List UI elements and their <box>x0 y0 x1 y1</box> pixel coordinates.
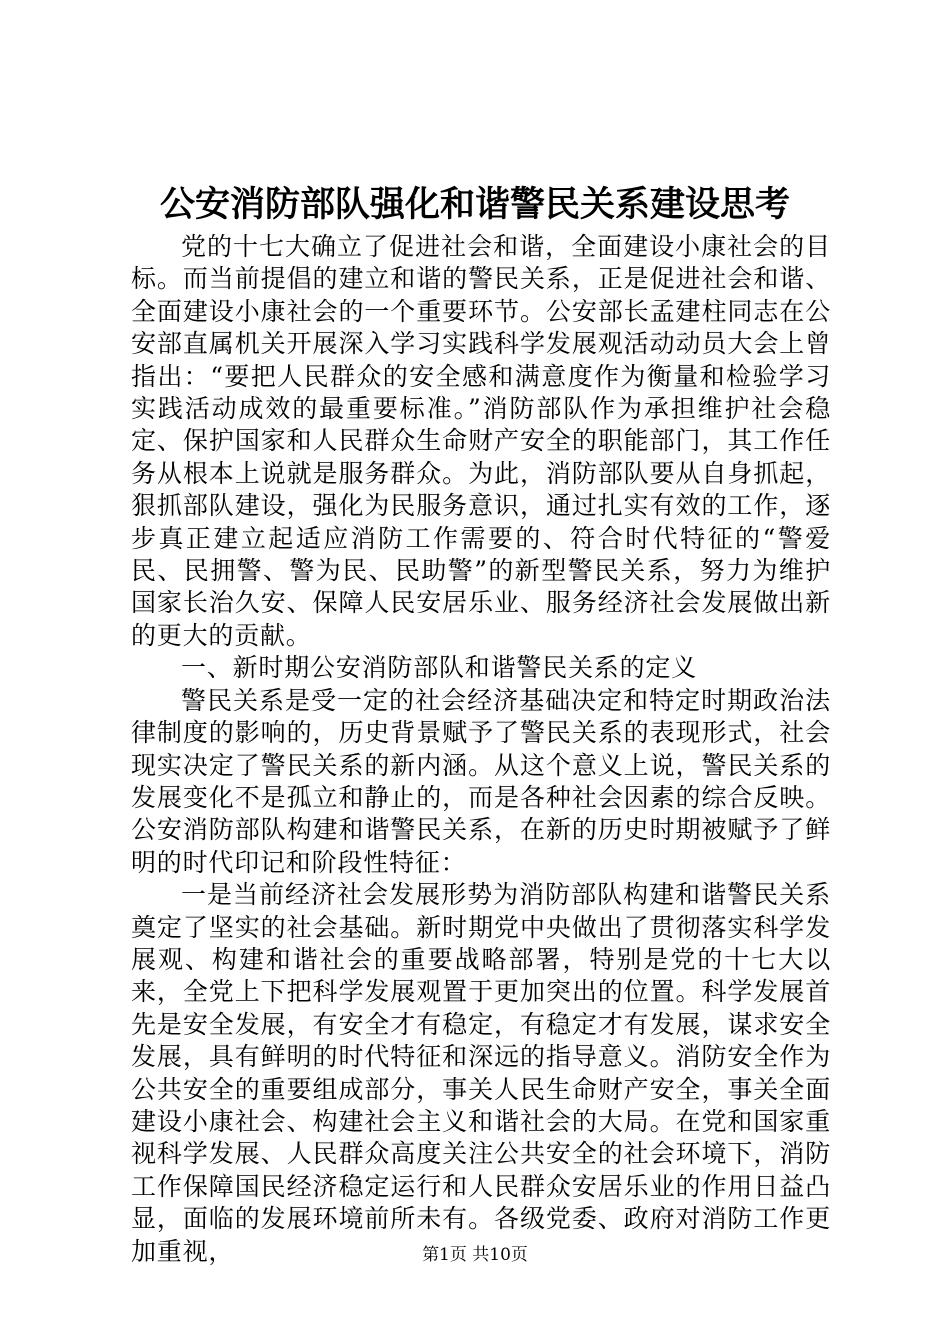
paragraph-intro: 党的十七大确立了促进社会和谐，全面建设小康社会的目标。而当前提倡的建立和谐的警民关系，正是促进社会和谐、全面建设小康社会的一个重要环节。公安部长孟建柱同志在公安部直属机关开展深入学习实践科学发展观活动动员大会上曾指出：“要把人民群众的安全感和满意度作为衡量和检验学习实践活动成效的最重要标准。”消防部队作为承担维护社会稳定、保护国家和人民群众生命财产安全的职能部门，其工作任务从根本上说就是服务群众。为此，消防部队要从自身抓起，狠抓部队建设，强化为民服务意识，通过扎实有效的工作，逐步真正建立起适应消防工作需要的、符合时代特征的“警爱民、民拥警、警为民、民助警”的新型警民关系，努力为维护国家长治久安、保障人民安居乐业、服务经济社会发展做出新的更大的贡献。 <box>131 232 831 650</box>
document-title: 公安消防部队强化和谐警民关系建设思考 <box>159 184 790 225</box>
page-footer <box>0 1243 950 1267</box>
section-heading-1: 一、新时期公安消防部队和谐警民关系的定义 <box>181 653 698 683</box>
page-number-label: 第1页 共10页 <box>422 1245 528 1265</box>
paragraph-definition: 警民关系是受一定的社会经济基础决定和特定时期政治法律制度的影响的，历史背景赋予了警民关系的表现形式，社会现实决定了警民关系的新内涵。从这个意义上说，警民关系的发展变化不是孤立和静止的，而是各种社会因素的综合反映。公安消防部队构建和谐警民关系，在新的历史时期被赋予了鲜明的时代印记和阶段性特征： <box>131 685 831 877</box>
paragraph-point-1: 一是当前经济社会发展形势为消防部队构建和谐警民关系奠定了坚实的社会基础。新时期党中央做出了贯彻落实科学发展观、构建和谐社会的重要战略部署，特别是党的十七大以来，全党上下把科学发展观置于更加突出的位置。科学发展首先是安全发展，有安全才有稳定，有稳定才有发展，谋求安全发展，具有鲜明的时代特征和深远的指导意义。消防安全作为公共安全的重要组成部分，事关人民生命财产安全，事关全面建设小康社会、构建社会主义和谐社会的大局。在党和国家重视科学发展、人民群众高度关注公共安全的社会环境下，消防工作保障国民经济稳定运行和人民群众安居乐业的作用日益凸显，面临的发展环境前所未有。各级党委、政府对消防工作更加重视， <box>131 880 831 1266</box>
document-body <box>131 231 831 1268</box>
